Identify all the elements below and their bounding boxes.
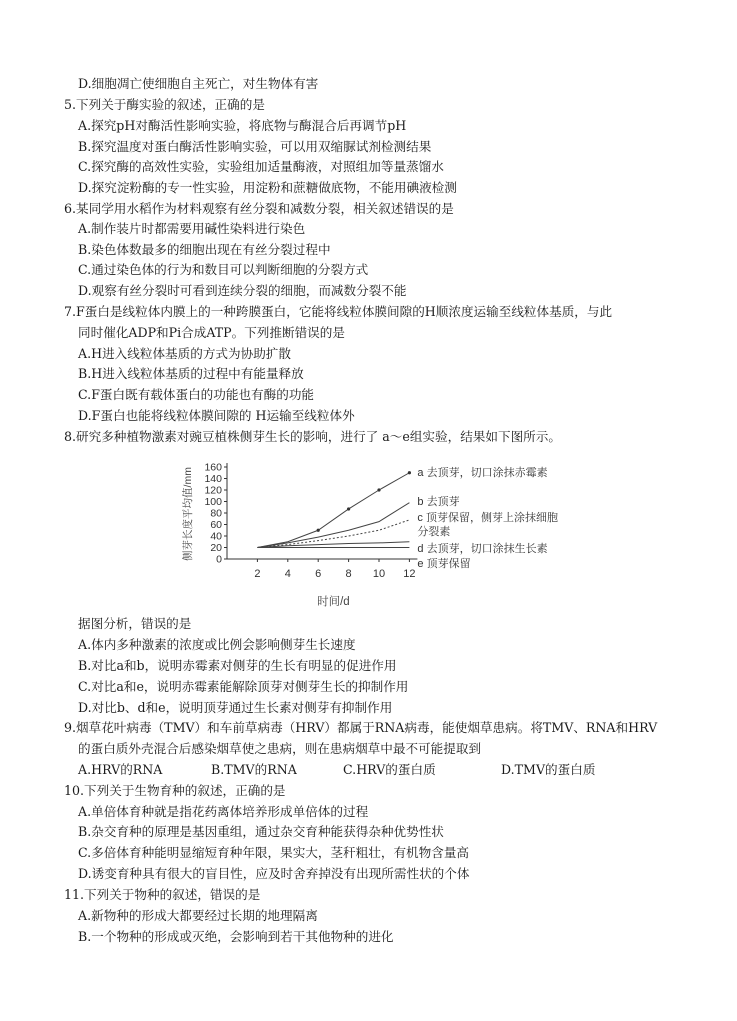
text-lower-line-6: 的蛋白质外壳混合后感染烟草使之患病，则在患病烟草中最不可能提取到 [78, 741, 481, 756]
x-tick-label: 4 [284, 568, 291, 580]
text-line-17: 8.研究多种植物激素对豌豆植株侧芽生长的影响，进行了 a～e组实验，结果如下图所示。 [64, 429, 561, 444]
text-lower-line-10: C.多倍体育种能明显缩短育种年限，果实大，茎秆粗壮，有机物含量高 [78, 845, 470, 860]
text-line-5: D.探究淀粉酶的专一性实验，用淀粉和蔗糖做底物，不能用碘液检测 [78, 180, 457, 195]
series-label-c: c 顶芽保留，侧芽上涂抹细胞 [417, 512, 558, 524]
text-line-14: B.H进入线粒体基质的过程中有能量释放 [78, 366, 304, 381]
y-tick-label: 0 [216, 553, 222, 566]
y-tick-label: 20 [210, 542, 222, 554]
x-tick-label: 2 [254, 568, 261, 580]
y-axis-label: 侧芽长度平均值/mm [182, 467, 194, 561]
y-tick-label: 140 [204, 473, 222, 485]
text-line-12: 同时催化ADP和Pi合成ATP。下列推断错误的是 [78, 325, 345, 340]
x-axis-label: 时间/d [317, 596, 350, 608]
text-line-2: A.探究pH对酶活性影响实验，将底物与酶混合后再调节pH [78, 118, 407, 133]
y-tick-label: 160 [204, 461, 222, 474]
text-lower-line-7: 10.下列关于生物育种的叙述，正确的是 [64, 783, 286, 798]
series-a-point [377, 488, 380, 491]
series-label-a: a 去顶芽，切口涂抹赤霉素 [417, 467, 548, 479]
q9-option-c: C.HRV的蛋白质 [343, 762, 436, 777]
text-line-9: C.通过染色体的行为和数目可以判断细胞的分裂方式 [78, 262, 369, 277]
text-line-7: A.制作装片时都需要用碱性染料进行染色 [78, 221, 306, 236]
series-a-point [317, 529, 320, 532]
series-a-point [347, 507, 350, 510]
text-lower-line-14: B.一个物种的形成或灭绝，会影响到若干其他物种的进化 [78, 929, 394, 944]
series-line-d [257, 542, 409, 548]
y-tick-label: 100 [204, 496, 222, 508]
y-tick-label: 40 [210, 530, 222, 543]
text-line-3: B.探究温度对蛋白酶活性影响实验，可以用双缩脲试剂检测结果 [78, 139, 432, 154]
text-line-13: A.H进入线粒体基质的方式为协助扩散 [78, 346, 291, 361]
x-tick-label: 8 [345, 568, 352, 580]
text-lower-line-11: D.诱变育种具有很大的盲目性，应及时舍弃掉没有出现所需性状的个体 [78, 866, 470, 881]
text-line-1: 5.下列关于酶实验的叙述，正确的是 [64, 97, 265, 112]
text-line-15: C.F蛋白既有载体蛋白的功能也有酶的功能 [78, 387, 315, 402]
text-lower-line-3: C.对比a和e，说明赤霉素能解除顶芽对侧芽生长的抑制作用 [78, 679, 409, 694]
text-lower-line-12: 11.下列关于物种的叙述，错误的是 [64, 887, 261, 902]
text-lower-line-1: A.体内多种激素的浓度或比例会影响侧芽生长速度 [78, 637, 356, 652]
series-label-b: b 去顶芽 [417, 496, 460, 508]
growth-chart [175, 455, 595, 615]
series-a-point [408, 471, 411, 474]
series-label-c: 分裂素 [417, 526, 451, 538]
text-lower-line-0: 据图分析，错误的是 [78, 616, 192, 631]
x-tick-label: 12 [403, 568, 416, 580]
text-line-4: C.探究酶的高效性实验，实验组加适量酶液，对照组加等量蒸馏水 [78, 159, 444, 174]
y-tick-label: 120 [204, 484, 222, 497]
q9-option-d: D.TMV的蛋白质 [501, 762, 596, 777]
text-line-0: D.细胞凋亡使细胞自主死亡，对生物体有害 [78, 76, 319, 91]
q9-option-a: A.HRV的RNA [78, 762, 163, 777]
text-line-10: D.观察有丝分裂时可看到连续分裂的细胞，而减数分裂不能 [78, 283, 407, 298]
text-line-8: B.染色体数最多的细胞出现在有丝分裂过程中 [78, 242, 331, 257]
series-label-d: d 去顶芽，切口涂抹生长素 [417, 543, 548, 555]
q9-options [78, 762, 698, 778]
y-tick-label: 60 [210, 519, 222, 531]
text-lower-line-13: A.新物种的形成大都要经过长期的地理隔离 [78, 908, 318, 923]
text-line-16: D.F蛋白也能将线粒体膜间隙的 H运输至线粒体外 [78, 408, 355, 423]
series-line-a [257, 473, 409, 548]
text-lower-line-2: B.对比a和b，说明赤霉素对侧芽的生长有明显的促进作用 [78, 658, 397, 673]
x-tick-label: 10 [372, 568, 386, 580]
text-lower-line-4: D.对比b、d和e，说明顶芽通过生长素对侧芽有抑制作用 [78, 700, 393, 715]
text-lower-line-9: B.杂交育种的原理是基因重组，通过杂交育种能获得杂种优势性状 [78, 824, 444, 839]
text-line-6: 6.某同学用水稻作为材料观察有丝分裂和减数分裂，相关叙述错误的是 [64, 201, 454, 216]
text-line-11: 7.F蛋白是线粒体内膜上的一种跨膜蛋白，它能将线粒体膜间隙的H顺浓度运输至线粒体基质，与此 [64, 304, 613, 319]
series-line-b [257, 503, 409, 548]
x-tick-label: 6 [315, 568, 322, 580]
q9-option-b: B.TMV的RNA [211, 762, 297, 777]
text-lower-line-8: A.单倍体育种就是指花药离体培养形成单倍体的过程 [78, 804, 369, 819]
series-label-e: e 顶芽保留 [417, 558, 471, 570]
y-tick-label: 80 [210, 507, 222, 520]
text-lower-line-5: 9.烟草花叶病毒（TMV）和车前草病毒（HRV）都属于RNA病毒，能使烟草患病。将TMV、RNA和HRV [64, 720, 658, 735]
